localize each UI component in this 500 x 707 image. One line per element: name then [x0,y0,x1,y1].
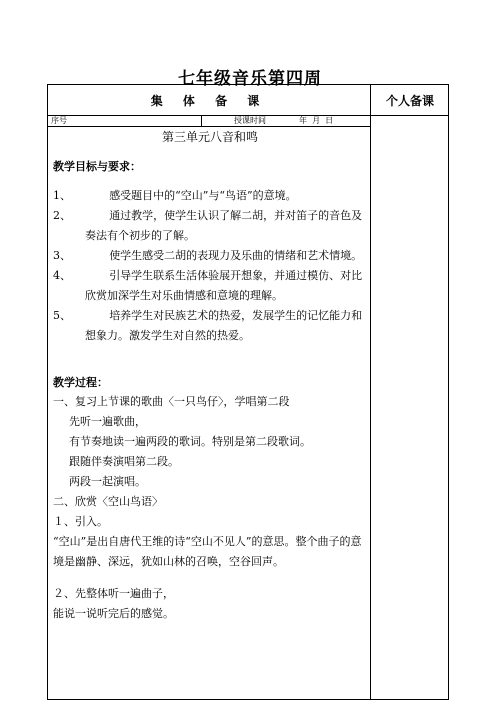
seq-label: 序号 [51,116,67,125]
goal-number: 5、 [53,309,71,322]
goal-item [53,186,367,206]
process-step-2b: “空山”是出自唐代王维的诗“空山不见人”的意思。整个曲子的意境是幽静、深远，犹如山林的召唤，空谷回声。 [53,535,362,568]
process-step-1b: 有节奏地读一遍两段的歌词。特别是第二段歌词。 [69,435,311,448]
process-step-2d: 能说一说听完后的感觉。 [53,607,174,620]
process-heading: 教学过程： [53,376,108,389]
goal-text: 引导学生联系生活体验展开想象，并通过模仿、对比欣赏加深学生对乐曲情感和意境的理解。 [85,269,363,302]
goal-number: 3、 [53,249,71,262]
meta-cell-divider [201,115,202,126]
date-label: 年 月 日 [299,116,334,125]
process-step-1a: 先听一遍歌曲， [69,415,146,428]
goal-number: 4、 [53,269,71,282]
process-step-1d: 两段一起演唱。 [69,475,146,488]
goal-text: 使学生感受二胡的表现力及乐曲的情绪和艺术情境。 [109,249,363,262]
goal-item [53,266,367,306]
lesson-plan-table [47,84,449,700]
goal-number: 2、 [53,209,71,222]
lesson-content [53,128,367,624]
time-label: 授课时间 [234,116,266,125]
goal-item [53,246,367,266]
goals-heading: 教学目标与要求： [53,160,141,173]
goal-text: 感受题目中的“空山”与“鸟语”的意境。 [109,189,297,202]
goal-item [53,306,367,346]
process-step-2c: ２、先整体听一遍曲子， [53,587,174,600]
goal-text: 通过教学，使学生认识了解二胡，并对笛子的音色及奏法有个初步的了解。 [85,209,363,242]
process-step-1c: 跟随伴奏演唱第二段。 [69,455,179,468]
goal-text: 培养学生对民族艺术的热爱，发展学生的记忆能力和想象力。激发学生对自然的热爱。 [85,309,363,342]
goal-number: 1、 [53,189,71,202]
meta-divider [48,126,370,127]
process-step-2: 二、欣赏〈空山鸟语〉 [53,495,163,508]
column-divider [370,85,371,699]
page-title: 七年级音乐第四周 [178,69,322,89]
personal-prep-header: 个人备课 [385,94,434,108]
collective-prep-header: 集 体 备 课 [150,94,268,108]
process-step-1: 一、复习上节课的歌曲〈一只鸟仔〉，学唱第二段 [53,395,290,408]
unit-title: 第三单元八音和鸣 [161,130,258,144]
goal-item [53,206,367,246]
process-step-2a: １、引入。 [53,515,108,528]
